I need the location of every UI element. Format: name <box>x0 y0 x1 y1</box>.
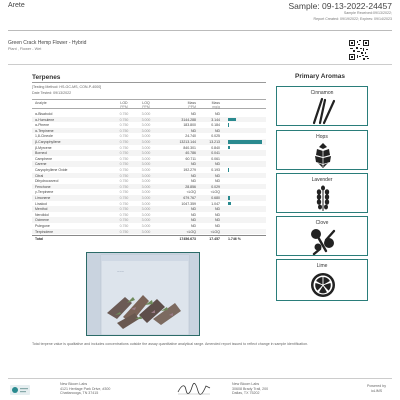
mass-ppm-cell: 679.767 <box>183 196 196 200</box>
total-mass-mgg: 17.457 <box>209 237 220 242</box>
concentration-bar <box>228 202 231 206</box>
analyte-cell: α-Humulene <box>35 117 55 122</box>
lod-cell: 0.750 <box>119 190 129 195</box>
lab-right-name: New Bloom Labs <box>232 382 260 386</box>
mass-ppm-cell: 40.786 <box>185 151 196 156</box>
analyte-cell: β-Caryophyllene <box>35 140 61 144</box>
col-lod-unit: PPM <box>120 105 128 109</box>
col-mass-ppm-unit: PPM <box>188 105 196 109</box>
sample-id: Sample: 09-13-2022-24457 <box>288 1 392 11</box>
mass-ppm-cell: ND <box>190 162 196 167</box>
mass-mgg-cell: 0.029 <box>211 184 220 189</box>
mass-ppm-cell: ND <box>190 207 196 212</box>
lod-cell: 0.750 <box>119 151 129 156</box>
analyte-cell: Pulegone <box>35 224 50 228</box>
analyte-cell: Ocimene <box>35 218 50 223</box>
aroma-card-lime <box>276 259 368 301</box>
mass-ppm-cell: 3144.288 <box>181 117 196 122</box>
hops-icon <box>308 141 338 169</box>
lod-cell: 0.750 <box>119 112 129 116</box>
analyte-cell: Limonene <box>35 196 51 200</box>
mass-mgg-cell: ND <box>214 162 220 167</box>
loq-cell: 3.000 <box>141 173 151 178</box>
lod-cell: 0.750 <box>119 156 129 161</box>
terpenes-table-header <box>32 99 266 109</box>
lod-cell: 0.750 <box>119 162 129 167</box>
footer-divider <box>8 378 392 379</box>
loq-cell: 3.000 <box>141 151 151 156</box>
concentration-bar <box>228 196 230 200</box>
aroma-card-cinnamon <box>276 86 368 126</box>
loq-cell: 3.000 <box>141 134 151 139</box>
analyte-cell: Carene <box>35 162 47 167</box>
total-label: Total <box>35 237 44 242</box>
mass-ppm-cell: ND <box>190 112 196 116</box>
lab-left-street: 4121 Heritage Park Drive, #300 <box>60 386 111 391</box>
col-mass-mgg: Mass <box>211 101 220 105</box>
col-loq: LOQ <box>142 101 150 105</box>
mass-mgg-cell: ND <box>214 212 220 217</box>
mass-ppm-cell: 60.711 <box>185 156 196 161</box>
loq-cell: 3.000 <box>141 212 151 217</box>
analyte-cell: Caryophyllene Oxide <box>35 168 68 172</box>
mass-mgg-cell: 1.047 <box>211 201 220 206</box>
loq-cell: 3.000 <box>141 184 151 189</box>
analyte-cell: γ-Terpinene <box>35 190 54 195</box>
analyte-cell: Citral <box>35 173 44 178</box>
mass-mgg-cell: 0.025 <box>211 134 220 139</box>
concentration-bar <box>228 140 262 144</box>
date-tested: Date Tested: 09/13/2022 <box>32 91 72 95</box>
loq-cell: 3.000 <box>141 123 151 128</box>
mass-mgg-cell: ND <box>214 112 220 116</box>
brand-name: ioLIMS <box>370 388 383 393</box>
mass-mgg-cell: ND <box>214 128 220 133</box>
analyte-cell: α-Terpinene <box>35 128 54 133</box>
disclaimer: Total terpene value is qualitative and includes concentrations outside the assay quantitative analytical range. Amended report issued to reflect change in sample identification. <box>32 342 309 346</box>
mass-ppm-cell: 24.740 <box>185 134 196 139</box>
mass-mgg-cell: 0.680 <box>211 196 220 200</box>
lod-cell: 0.750 <box>119 212 129 217</box>
mass-mgg-cell: ND <box>214 207 220 212</box>
product-type: Plant , Flower - Wet <box>8 47 42 51</box>
lod-cell: 0.750 <box>119 207 129 212</box>
mass-mgg-cell: 0.193 <box>211 168 220 172</box>
mass-mgg-cell: ND <box>214 179 220 184</box>
terpenes-title-rule <box>32 82 266 83</box>
mass-ppm-cell: 1047.359 <box>181 201 196 206</box>
mass-mgg-cell: ND <box>214 173 220 178</box>
mass-ppm-cell: ND <box>190 212 196 217</box>
analyte-cell: Camphene <box>35 156 53 161</box>
mass-ppm-cell: 13213.144 <box>179 140 196 144</box>
lod-cell: 0.750 <box>119 196 129 200</box>
aroma-label: Cinnamon <box>310 90 334 96</box>
report-created-date: Report Created: 09/19/2022; Expires: 09/14/2023 <box>313 17 392 21</box>
aroma-label: Lavender <box>311 177 333 183</box>
analyte-cell: Linalool <box>35 201 48 206</box>
concentration-bar <box>228 146 230 150</box>
analyte-cell: 1,8-Cineole <box>35 134 53 139</box>
col-loq-unit: PPM <box>142 105 150 109</box>
powered-by-label: Powered by <box>367 384 386 388</box>
cinnamon-icon <box>308 97 338 125</box>
lod-cell: 0.750 <box>119 128 129 133</box>
mass-ppm-cell: 183.800 <box>183 123 196 128</box>
header-divider <box>8 30 392 31</box>
aroma-card-clove <box>276 216 368 256</box>
lab-left-name: New Bloom Labs <box>60 382 88 386</box>
lime-icon <box>308 270 338 298</box>
mass-mgg-cell: 13.213 <box>209 140 220 144</box>
mass-ppm-cell: 840.301 <box>183 145 196 150</box>
loq-cell: 3.000 <box>141 190 151 195</box>
mass-mgg-cell: 0.041 <box>211 151 220 156</box>
table-row <box>32 229 266 235</box>
mass-mgg-cell: ND <box>214 218 220 223</box>
analyte-cell: α-Bisabolol <box>35 112 53 116</box>
col-analyte: Analyte <box>35 101 47 105</box>
product-divider <box>8 64 392 65</box>
analyte-cell: β-Myrcene <box>35 145 52 150</box>
qr-code-icon <box>349 40 369 60</box>
lod-cell: 0.750 <box>119 201 129 206</box>
lab-address-left <box>60 382 110 396</box>
lod-cell: 0.750 <box>119 117 129 122</box>
terpenes-table-body <box>32 111 266 245</box>
mass-mgg-cell: ND <box>214 224 220 228</box>
mass-ppm-cell: <LOQ <box>186 190 196 195</box>
lavender-icon <box>308 184 338 212</box>
lod-cell: 0.750 <box>119 224 129 228</box>
col-lod: LOD <box>120 101 128 105</box>
mass-ppm-cell: ND <box>190 179 196 184</box>
lod-cell: 0.750 <box>119 173 129 178</box>
total-mass-ppm: 17456.673 <box>179 237 196 242</box>
lod-cell: 0.750 <box>119 123 129 128</box>
mass-ppm-cell: ND <box>190 128 196 133</box>
loq-cell: 3.000 <box>141 196 151 200</box>
sample-photo <box>86 252 200 336</box>
mass-mgg-cell: 0.061 <box>211 156 220 161</box>
sample-received-date: Sample Received:09/13/2022; <box>343 11 392 15</box>
lab-address-right <box>232 382 268 396</box>
loq-cell: 3.000 <box>141 207 151 212</box>
mass-ppm-cell: ND <box>190 224 196 228</box>
mass-ppm-cell: <LOQ <box>186 229 196 234</box>
lod-cell: 0.750 <box>119 184 129 189</box>
lab-left-city: Chattanooga, TN 37415 <box>60 391 99 396</box>
mass-ppm-cell: ND <box>190 173 196 178</box>
analyte-cell: α-Pinene <box>35 123 50 128</box>
loq-cell: 3.000 <box>141 145 151 150</box>
lod-cell: 0.750 <box>119 145 129 150</box>
loq-cell: 3.000 <box>141 168 151 172</box>
concentration-bar <box>228 118 236 122</box>
mass-mgg-cell: <LOQ <box>210 229 220 234</box>
concentration-bar <box>228 168 229 172</box>
loq-cell: 3.000 <box>141 156 151 161</box>
powered-by <box>367 384 386 393</box>
testing-method: [Testing Method: HS-GC-MS, CON-P-4000] <box>32 85 102 89</box>
aroma-card-hops <box>276 130 368 170</box>
loq-cell: 3.000 <box>141 162 151 167</box>
mass-mgg-cell: <LOQ <box>210 190 220 195</box>
total-percent: 1.746 % <box>228 237 241 242</box>
analyte-cell: Borneol <box>35 151 48 156</box>
primary-aromas-title: Primary Aromas <box>295 73 345 80</box>
lab-right-city: Dallas, TX 75202 <box>232 391 260 396</box>
analyte-cell: Nerolidol <box>35 212 49 217</box>
mass-mgg-cell: 0.184 <box>211 123 220 128</box>
col-mass-mgg-unit: mg/g <box>212 105 220 109</box>
loq-cell: 3.000 <box>141 201 151 206</box>
mass-ppm-cell: 28.856 <box>185 184 196 189</box>
loq-cell: 3.000 <box>141 224 151 228</box>
loq-cell: 3.000 <box>141 140 151 144</box>
lab-logo-icon <box>10 385 30 395</box>
loq-cell: 3.000 <box>141 128 151 133</box>
company-name: Arete <box>8 2 25 9</box>
flower-sample-image <box>87 253 200 336</box>
concentration-bar <box>228 123 229 127</box>
analyte-cell: Terpinolene <box>35 229 54 234</box>
lod-cell: 0.750 <box>119 218 129 223</box>
loq-cell: 3.000 <box>141 112 151 116</box>
terpenes-title: Terpenes <box>32 74 61 81</box>
analyte-cell: Menthol <box>35 207 48 212</box>
loq-cell: 3.000 <box>141 218 151 223</box>
table-total-row <box>32 235 266 241</box>
aroma-label: Hops <box>316 134 328 140</box>
analyte-cell: Dihydrocarveol <box>35 179 59 184</box>
lod-cell: 0.750 <box>119 134 129 139</box>
mass-mgg-cell: 0.840 <box>211 145 220 150</box>
svg-text:~~~: ~~~ <box>117 269 125 274</box>
aroma-label: Lime <box>316 263 328 269</box>
loq-cell: 3.000 <box>141 117 151 122</box>
lod-cell: 0.750 <box>119 229 129 234</box>
loq-cell: 3.000 <box>141 229 151 234</box>
lod-cell: 0.750 <box>119 179 129 184</box>
aroma-label: Clove <box>315 220 329 226</box>
signature-icon <box>176 382 212 396</box>
product-name: Green Crack Hemp Flower - Hybrid <box>8 40 87 46</box>
clove-icon <box>308 227 338 255</box>
aroma-card-lavender <box>276 173 368 213</box>
analyte-cell: Fenchone <box>35 184 51 189</box>
mass-ppm-cell: ND <box>190 218 196 223</box>
col-mass-ppm: Mass <box>187 101 196 105</box>
lod-cell: 0.750 <box>119 140 129 144</box>
loq-cell: 3.000 <box>141 179 151 184</box>
lab-right-street: 30608 Brady Trail, 200 <box>232 386 269 391</box>
mass-ppm-cell: 192.279 <box>183 168 196 172</box>
lod-cell: 0.750 <box>119 168 129 172</box>
mass-mgg-cell: 3.144 <box>211 117 220 122</box>
